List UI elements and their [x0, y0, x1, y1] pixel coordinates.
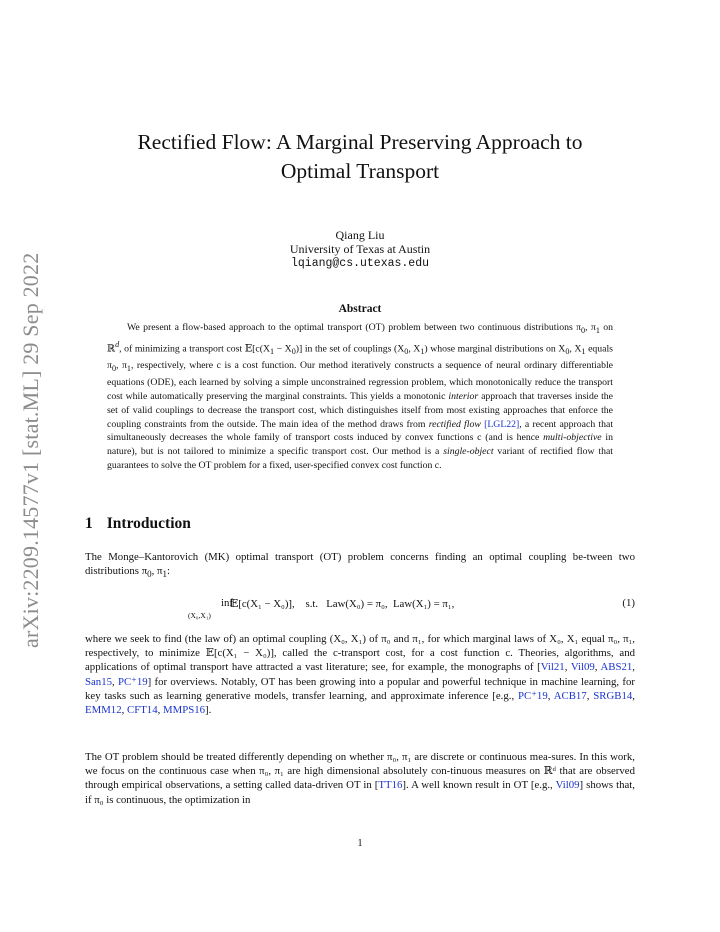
section-heading: 1 Introduction: [85, 515, 191, 532]
title-line-2: Optimal Transport: [280, 159, 440, 183]
equation-body: 𝔼[c(X₁ − X₀)], s.t. Law(X₀) = π₀, Law(X₁) = π₁,: [230, 598, 455, 610]
citation-lgl22[interactable]: [LGL22]: [484, 418, 520, 430]
citation-vil21[interactable]: Vil21: [540, 661, 565, 674]
intro-paragraph-3: The OT problem should be treated differently depending on whether π₀, π₁ are discrete or continuous mea-sures. In this work, we focus on the continuous case when π₀, π₁ are high dimensional absolutely con-tinuous measures on ℝᵈ that are observed through empirical observations, a setting called data-driven OT in [TT16]. A well known result in OT [e.g., Vil09] shows that, if π₀ is continuous, the optimization in: [85, 751, 636, 806]
intro-paragraph-2: where we seek to find (the law of) an optimal coupling (X₀, X₁) of π₀ and π₁, for which marginal laws of X₀, X₁ equal π₀, π₁, respectively, to minimize 𝔼[c(X₁ − X₀)], called the c-transport cost, for a cost function c. Theories, algorithms, and applications of optimal transport have attracted a vast literature; see, for example, the monographs of [Vil21, Vil09, ABS21, San15, PC⁺19] for overviews. Notably, OT has been growing into a popular and powerful technique in machine learning, for key tasks such as learning generative models, transfer learning, and approximate inference [e.g., PC⁺19, ACB17, SRGB14, EMM12, CFT14, MMPS16].: [85, 633, 635, 717]
citation-acb17[interactable]: ACB17: [553, 689, 587, 702]
abstract-heading: Abstract: [338, 303, 382, 315]
citation-tt16[interactable]: TT16: [378, 779, 403, 792]
citation-abs21[interactable]: ABS21: [600, 661, 633, 674]
citation-vil09[interactable]: Vil09: [570, 661, 595, 674]
title-line-1: Rectified Flow: A Marginal Preserving Approach to: [137, 130, 583, 154]
equation-1: inf (X₀,X₁) 𝔼[c(X₁ − X₀)], s.t. Law(X₀) = π₀, Law(X₁) = π₁, (1): [188, 597, 635, 620]
abstract-body: We present a flow-based approach to the optimal transport (OT) problem between two continuous distributions $\pi_0$, $\pi_1$ on ℝ$^d$, of minimizing a transport cost $𝔼[c(X_1 - X_0)]$ in the set of couplings ($X_0$, $X_1$) whose marginal distributions on $X_0$, $X_1$ equals $\pi_0$, $\pi_1$, respectively, where c is a cost function. Our method iteratively constructs a sequence of neural ordinary differentiable equations (ODE), each learned by solving a simple unconstrained regression problem, which monotonically reduce the transport cost while automatically preserving the marginal constraints. This yields a monotonic interior approach that traverses inside the set of valid couplings to decrease the transport cost, which distinguishes itself from most existing approaches that enforce the coupling constraints from the outside. The main idea of the method draws from rectified flow [LGL22], a recent approach that simultaneously decreases the whole family of transport costs induced by convex functions c (and is hence multi-objective in nature), but is not tailored to minimize a specific transport cost. Our method is a single-object variant of rectified flow that guarantees to solve the OT problem for a fixed, user-specified convex cost function c.: [107, 322, 614, 472]
arxiv-stamp: arXiv:2209.14577v1 [stat.ML] 29 Sep 2022: [18, 252, 43, 648]
equation-number: (1): [622, 597, 635, 609]
page-number: 1: [357, 838, 363, 849]
author-name: Qiang Liu: [335, 228, 385, 242]
citation-san15[interactable]: San15: [85, 675, 112, 688]
citation-pc19-2[interactable]: PC⁺19: [518, 689, 548, 702]
citation-mmps16[interactable]: MMPS16: [163, 704, 206, 717]
author-email[interactable]: lqiang@cs.utexas.edu: [290, 257, 430, 270]
citation-vil09-2[interactable]: Vil09: [555, 779, 580, 792]
citation-pc19[interactable]: PC⁺19: [117, 675, 148, 688]
citation-cft14[interactable]: CFT14: [127, 704, 158, 717]
author-affiliation: University of Texas at Austin: [289, 242, 431, 256]
citation-emm12[interactable]: EMM12: [85, 704, 122, 717]
citation-srgb14[interactable]: SRGB14: [593, 689, 633, 702]
paper-title: [60, 128, 660, 186]
intro-paragraph-1: The Monge–Kantorovich (MK) optimal transport (OT) problem concerns finding an optimal coupling be-tween two distributions $\pi_0$, $\pi_1$:: [85, 551, 635, 580]
